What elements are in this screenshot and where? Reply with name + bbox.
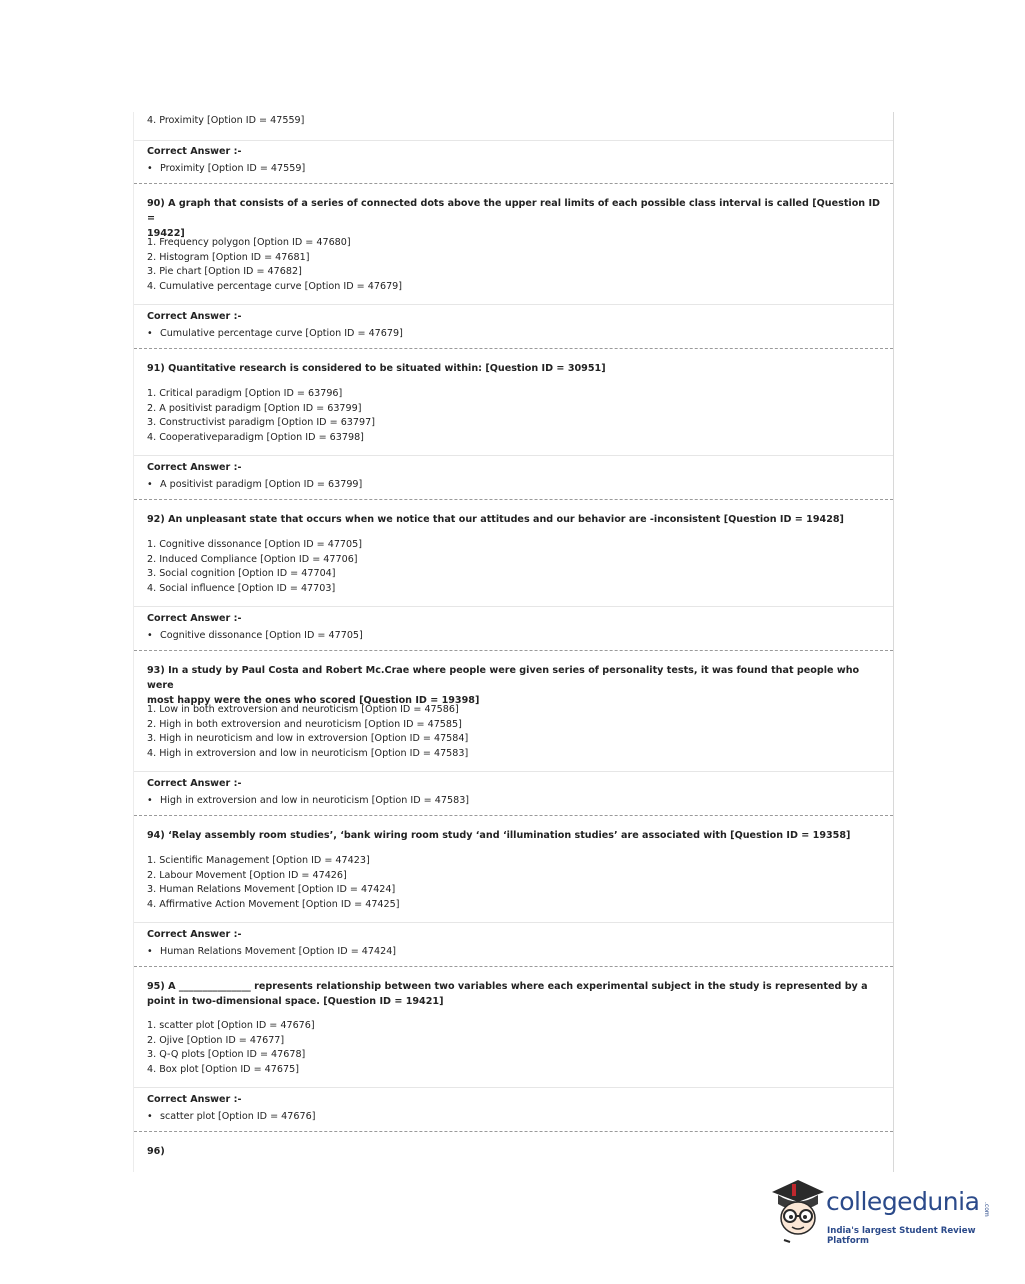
option-text: 4. Cooperativeparadigm [Option ID = 63798] bbox=[147, 432, 364, 443]
question-text: 93) In a study by Paul Costa and Robert Mc.Crae where people were given series of personality tests, it was found that people who were most happy were the ones who scored [Question ID = 19398] bbox=[147, 665, 860, 706]
option-text: 1. Low in both extroversion and neuroticism [Option ID = 47586] bbox=[147, 704, 459, 715]
option-text: 1. scatter plot [Option ID = 47676] bbox=[147, 1020, 315, 1031]
question-separator bbox=[134, 1131, 893, 1132]
option-text: 2. Ojive [Option ID = 47677] bbox=[147, 1035, 285, 1046]
option-text: 4. Proximity [Option ID = 47559] bbox=[147, 115, 305, 126]
option-text: 2. A positivist paradigm [Option ID = 63799] bbox=[147, 403, 362, 414]
option-text: 2. High in both extroversion and neuroticism [Option ID = 47585] bbox=[147, 719, 462, 730]
correct-answer-value: • Proximity [Option ID = 47559] bbox=[147, 162, 305, 175]
correct-answer-value: • Human Relations Movement [Option ID = 47424] bbox=[147, 945, 396, 958]
option-text: 4. Cumulative percentage curve [Option ID = 47679] bbox=[147, 281, 403, 292]
divider bbox=[134, 140, 893, 141]
divider bbox=[134, 1087, 893, 1088]
logo-suffix: .com bbox=[983, 1202, 990, 1217]
divider bbox=[134, 304, 893, 305]
question-separator bbox=[134, 183, 893, 184]
correct-answer-heading: Correct Answer :- bbox=[147, 613, 242, 624]
divider bbox=[134, 606, 893, 607]
correct-answer-heading: Correct Answer :- bbox=[147, 462, 242, 473]
question-paper bbox=[133, 112, 894, 1172]
option-text: 3. Human Relations Movement [Option ID = 47424] bbox=[147, 884, 396, 895]
logo-wordmark: collegedunia bbox=[826, 1187, 980, 1216]
mascot-icon bbox=[768, 1178, 826, 1248]
correct-answer-heading: Correct Answer :- bbox=[147, 778, 242, 789]
correct-answer-value: • scatter plot [Option ID = 47676] bbox=[147, 1110, 315, 1123]
option-text: 3. Social cognition [Option ID = 47704] bbox=[147, 568, 336, 579]
option-text: 3. High in neuroticism and low in extroversion [Option ID = 47584] bbox=[147, 733, 469, 744]
question-text: 90) A graph that consists of a series of connected dots above the upper real limits of each possible class interval is called [Question ID = 19422] bbox=[147, 198, 881, 239]
question-separator bbox=[134, 650, 893, 651]
option-text: 1. Scientific Management [Option ID = 47423] bbox=[147, 855, 370, 866]
option-text: 2. Labour Movement [Option ID = 47426] bbox=[147, 870, 347, 881]
question-text: 95) A _______________ represents relationship between two variables where each experimental subject in the study is represented by a point in two-dimensional space. [Question ID = 19421] bbox=[147, 981, 868, 1007]
question-text: 92) An unpleasant state that occurs when we notice that our attitudes and our behavior are -inconsistent [Question ID = 19428] bbox=[147, 514, 844, 525]
divider bbox=[134, 771, 893, 772]
question-separator bbox=[134, 348, 893, 349]
correct-answer-heading: Correct Answer :- bbox=[147, 1094, 242, 1105]
option-text: 1. Cognitive dissonance [Option ID = 47705] bbox=[147, 539, 362, 550]
option-text: 2. Induced Compliance [Option ID = 47706] bbox=[147, 554, 358, 565]
correct-answer-value: • Cognitive dissonance [Option ID = 47705] bbox=[147, 629, 363, 642]
correct-answer-value: • High in extroversion and low in neuroticism [Option ID = 47583] bbox=[147, 794, 469, 807]
option-text: 4. High in extroversion and low in neuroticism [Option ID = 47583] bbox=[147, 748, 469, 759]
question-text: 94) ‘Relay assembly room studies’, ‘bank wiring room study ‘and ‘illumination studies’ are associated with [Question ID = 19358] bbox=[147, 830, 851, 841]
question-separator bbox=[134, 815, 893, 816]
divider bbox=[134, 922, 893, 923]
question-text: 91) Quantitative research is considered to be situated within: [Question ID = 30951] bbox=[147, 363, 606, 374]
option-text: 3. Pie chart [Option ID = 47682] bbox=[147, 266, 302, 277]
question-separator bbox=[134, 966, 893, 967]
question-separator bbox=[134, 499, 893, 500]
correct-answer-heading: Correct Answer :- bbox=[147, 929, 242, 940]
question-text: 96) bbox=[147, 1146, 165, 1157]
correct-answer-value: • A positivist paradigm [Option ID = 63799] bbox=[147, 478, 362, 491]
collegedunia-logo[interactable] bbox=[768, 1178, 998, 1248]
option-text: 3. Q-Q plots [Option ID = 47678] bbox=[147, 1049, 306, 1060]
option-text: 3. Constructivist paradigm [Option ID = 63797] bbox=[147, 417, 375, 428]
option-text: 1. Frequency polygon [Option ID = 47680] bbox=[147, 237, 351, 248]
correct-answer-value: • Cumulative percentage curve [Option ID = 47679] bbox=[147, 327, 403, 340]
option-text: 1. Critical paradigm [Option ID = 63796] bbox=[147, 388, 343, 399]
logo-tagline: India's largest Student Review Platform bbox=[827, 1226, 976, 1246]
option-text: 4. Affirmative Action Movement [Option ID = 47425] bbox=[147, 899, 400, 910]
option-text: 2. Histogram [Option ID = 47681] bbox=[147, 252, 310, 263]
correct-answer-heading: Correct Answer :- bbox=[147, 146, 242, 157]
option-text: 4. Box plot [Option ID = 47675] bbox=[147, 1064, 299, 1075]
divider bbox=[134, 455, 893, 456]
option-text: 4. Social influence [Option ID = 47703] bbox=[147, 583, 336, 594]
correct-answer-heading: Correct Answer :- bbox=[147, 311, 242, 322]
